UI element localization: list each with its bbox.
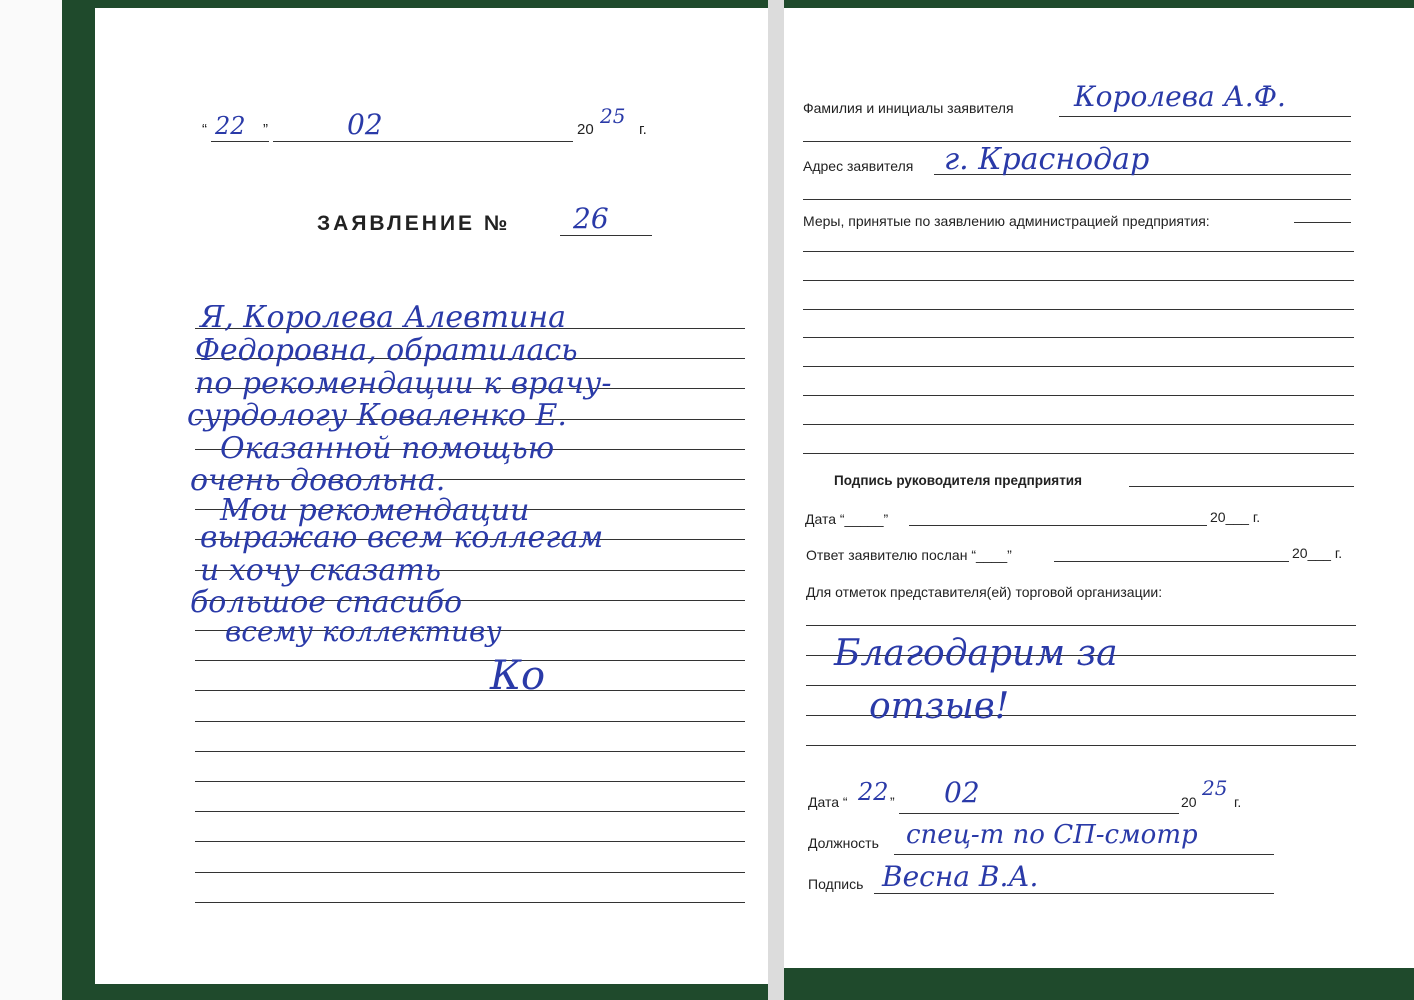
applicant-name-handwritten: Королева А.Ф. [1074, 80, 1286, 113]
body-line: большое спасибо [190, 585, 463, 620]
ruled-line [195, 841, 745, 842]
ruled-line [803, 453, 1354, 454]
final-date-line [899, 813, 1179, 814]
ruled-line [195, 751, 745, 752]
applicant-address-label: Адрес заявителя [803, 158, 914, 174]
ruled-line [803, 251, 1354, 252]
head-signature-line [1129, 486, 1354, 487]
final-date-day-handwritten: 22 [858, 778, 889, 806]
date-day-line [211, 141, 269, 142]
ruled-line [195, 781, 745, 782]
final-year-prefix: 20 [1181, 794, 1197, 810]
answer-label: Ответ заявителю послан “____” [806, 547, 1012, 563]
date-day-handwritten: 22 [215, 112, 246, 140]
head-signature-label: Подпись руководителя предприятия [834, 473, 1082, 488]
measures-line [1294, 222, 1351, 223]
left-page [95, 8, 768, 984]
ruled-line [195, 872, 745, 873]
body-line: Федоровна, обратилась [195, 333, 578, 368]
ruled-line [803, 309, 1354, 310]
body-line: Оказанной помощью [220, 431, 555, 466]
org-rep-note-line-1: Благодарим за [834, 633, 1118, 674]
answer-line [1054, 561, 1289, 562]
ruled-line [195, 811, 745, 812]
position-label: Должность [808, 835, 879, 851]
date-label: Дата “_____” [805, 511, 889, 527]
date-open-quote: “ [202, 121, 207, 138]
ruled-line [803, 424, 1354, 425]
signature-handwritten: Весна В.А. [882, 860, 1039, 893]
ruled-line [806, 745, 1356, 746]
org-rep-note-line-2: отзыв! [869, 686, 1010, 727]
body-line: сурдологу Коваленко Е. [187, 398, 567, 433]
applicant-signature: Ко [490, 653, 546, 699]
final-date-label: Дата “ [808, 794, 848, 810]
body-line: выражаю всем коллегам [200, 520, 604, 555]
ruled-line [803, 337, 1354, 338]
statement-number-line [560, 235, 652, 236]
body-line: Я, Королева Алевтина [200, 300, 567, 335]
applicant-name-line [1059, 116, 1351, 117]
book-spine [768, 0, 784, 1000]
applicant-name-label: Фамилия и инициалы заявителя [803, 100, 1014, 116]
position-line [894, 854, 1274, 855]
final-date-month-handwritten: 02 [944, 776, 980, 809]
date-month-handwritten: 02 [347, 108, 383, 141]
position-handwritten: спец-т по СП-смотр [906, 820, 1198, 850]
date-close-quote: ” [263, 121, 268, 138]
org-rep-label: Для отметок представителя(ей) торговой организации: [806, 584, 1163, 600]
date-year: 20___ г. [1210, 509, 1261, 525]
ruled-line [195, 902, 745, 903]
ruled-line [803, 199, 1351, 200]
measures-label: Меры, принятые по заявлению администрацией предприятия: [803, 213, 1210, 229]
signature-line [874, 893, 1274, 894]
ruled-line [195, 690, 745, 691]
ruled-line [806, 625, 1356, 626]
ruled-line [195, 660, 745, 661]
signature-label: Подпись [808, 876, 864, 892]
ruled-line [803, 366, 1354, 367]
ruled-line [803, 280, 1354, 281]
date-line [909, 525, 1207, 526]
ruled-line [195, 721, 745, 722]
body-line: по рекомендации к врачу- [195, 366, 612, 401]
final-year-handwritten: 25 [1202, 776, 1228, 800]
date-month-line [273, 141, 573, 142]
body-line: всему коллективу [225, 615, 502, 648]
body-line: Мои рекомендации [220, 493, 530, 528]
statement-title: ЗАЯВЛЕНИЕ № [317, 212, 511, 235]
date-year-unit: г. [639, 121, 647, 138]
date-year-prefix: 20 [577, 121, 594, 138]
body-line: и хочу сказать [200, 553, 442, 588]
statement-number-handwritten: 26 [573, 202, 609, 235]
applicant-address-handwritten: г. Краснодар [944, 142, 1150, 177]
ruled-line [803, 395, 1354, 396]
date-year-handwritten: 25 [600, 104, 626, 128]
final-date-close-quote: ” [890, 794, 895, 810]
final-year-unit: г. [1234, 794, 1242, 810]
body-line: очень довольна. [190, 463, 446, 498]
right-page [784, 8, 1414, 968]
answer-year: 20___ г. [1292, 545, 1343, 561]
